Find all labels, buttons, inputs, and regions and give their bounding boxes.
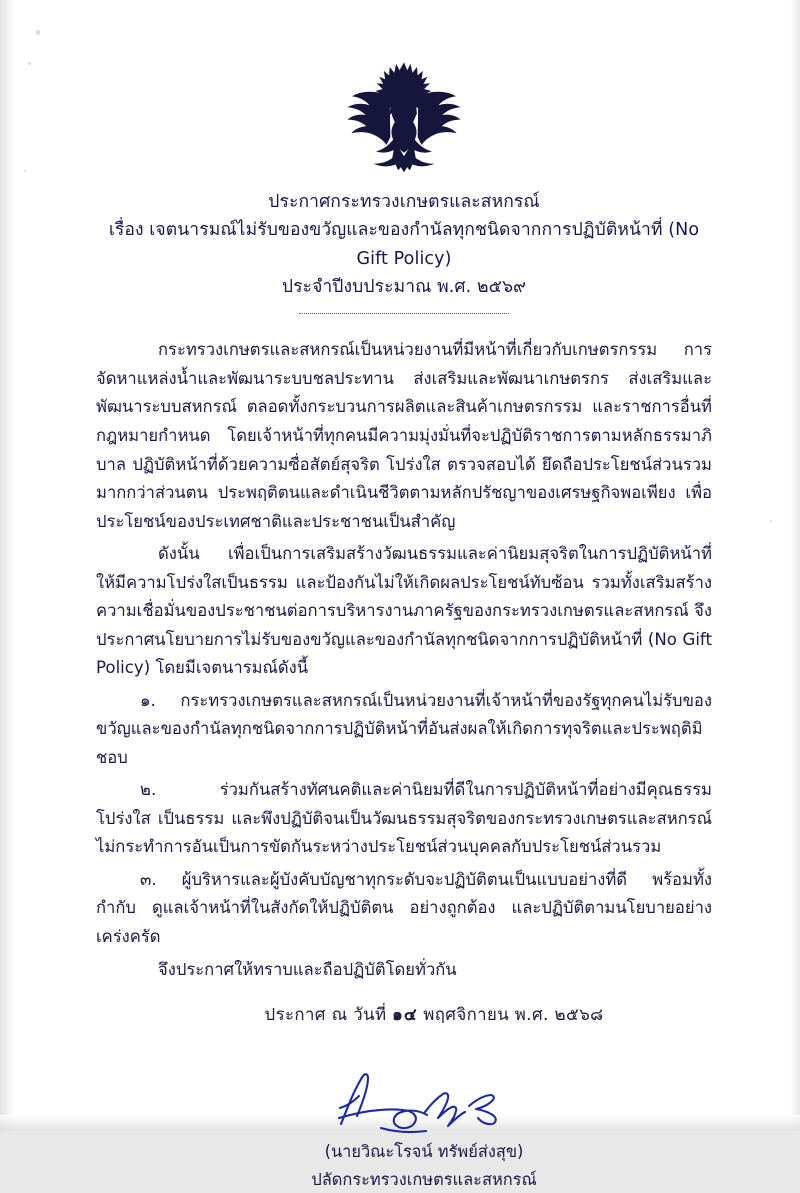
date-line (96, 1002, 712, 1028)
date-prefix: ประกาศ ณ วันที่ (264, 1004, 387, 1025)
list-item-1: ๑. กระทรวงเกษตรและสหกรณ์เป็นหน่วยงานที่เจ้าหน้าที่ของรัฐทุกคนไม่รับของขวัญและของกำนัลทุกชนิดจากการปฏิบัติหน้าที่อันส่งผลให้เกิดการทุจริตและประพฤติมิชอบ (96, 690, 712, 767)
signer-title: ปลัดกระทรวงเกษตรและสหกรณ์ (311, 1169, 537, 1189)
paragraph-1: กระทรวงเกษตรและสหกรณ์เป็นหน่วยงานที่มีหน้าที่เกี่ยวกับเกษตรกรรม การจัดหาแหล่งน้ำและพัฒนาระบบชลประทาน ส่งเสริมและพัฒนาเกษตรกร ส่งเสริมและพัฒนาระบบสหกรณ์ ตลอดทั้งกระบวนการผลิตและสินค้าเกษตรกรรม และราชการอื่นที่กฎหมายกำหนด โดยเจ้าหน้าที่ทุกคนมีความมุ่งมั่นที่จะปฏิบัติราชการตามหลักธรรมาภิบาล ปฏิบัติหน้าที่ด้วยความซื่อสัตย์สุจริต โปร่งใส ตรวจสอบได้ ยึดถือประโยชน์ส่วนรวมมากกว่าส่วนตน ประพฤติตนและดำเนินชีวิตตามหลักปรัชญาของเศรษฐกิจพอเพียง เพื่อประโยชน์ของประเทศชาติและประชาชนเป็นสำคัญ (96, 340, 712, 531)
signature-block (96, 1062, 712, 1193)
paragraph-2: ดังนั้น เพื่อเป็นการเสริมสร้างวัฒนธรรมและค่านิยมสุจริตในการปฏิบัติหน้าที่ ให้มีความโปร่งใสเป็นธรรม และป้องกันไม่ให้เกิดผลประโยชน์ทับซ้อน รวมทั้งเสริมสร้างความเชื่อมั่นของประชาชนต่อการบริหารงานภาครัฐของกระทรวงเกษตรและสหกรณ์ จึงประกาศนโยบายการไม่รับของขวัญและของกำนัลทุกชนิดจากการปฏิบัติหน้าที่ (No Gift Policy) โดยมีเจตนารมณ์ดังนี้ (96, 544, 712, 678)
closing-paragraph: จึงประกาศให้ทราบและถือปฏิบัติโดยทั่วกัน (158, 959, 457, 979)
document-body (96, 336, 712, 984)
header-line-2: เรื่อง เจตนารมณ์ไม่รับของขวัญและของกำนัลทุกชนิดจากการปฏิบัติหน้าที่ (No Gift Policy) (108, 220, 700, 269)
header-line-3: ประจำปีงบประมาณ พ.ศ. ๒๕๖๙ (281, 277, 527, 298)
document-header (96, 188, 712, 314)
emblem-container (96, 0, 712, 176)
garuda-emblem (339, 58, 469, 176)
list-item-3: ๓. ผู้บริหารและผู้บังคับบัญชาทุกระดับจะปฏิบัติตนเป็นแบบอย่างที่ดี พร้อมทั้งกำกับ ดูแลเจ้าหน้าที่ในสังกัดให้ปฏิบัติตน อย่างถูกต้อง และปฏิบัติตามนโยบายอย่างเคร่งครัด (96, 869, 712, 946)
date-suffix: พฤศจิกายน พ.ศ. ๒๕๖๘ (423, 1004, 604, 1025)
handwritten-signature (136, 1062, 712, 1138)
header-line-1: ประกาศกระทรวงเกษตรและสหกรณ์ (268, 192, 540, 212)
signer-name: (นายวิณะโรจน์ ทรัพย์ส่งสุข) (324, 1142, 524, 1162)
header-divider (299, 313, 509, 314)
list-item-2: ๒. ร่วมกันสร้างทัศนคติและค่านิยมที่ดีในการปฏิบัติหน้าที่อย่างมีคุณธรรม โปร่งใส เป็นธรรม และพึงปฏิบัติจนเป็นวัฒนธรรมสุจริตของกระทรวงเกษตรและสหกรณ์ ไม่กระทำการอันเป็นการขัดกันระหว่างประโยชน์ส่วนบุคคลกับประโยชน์ส่วนรวม (96, 780, 712, 857)
date-day: ๑๔ (392, 1004, 418, 1025)
